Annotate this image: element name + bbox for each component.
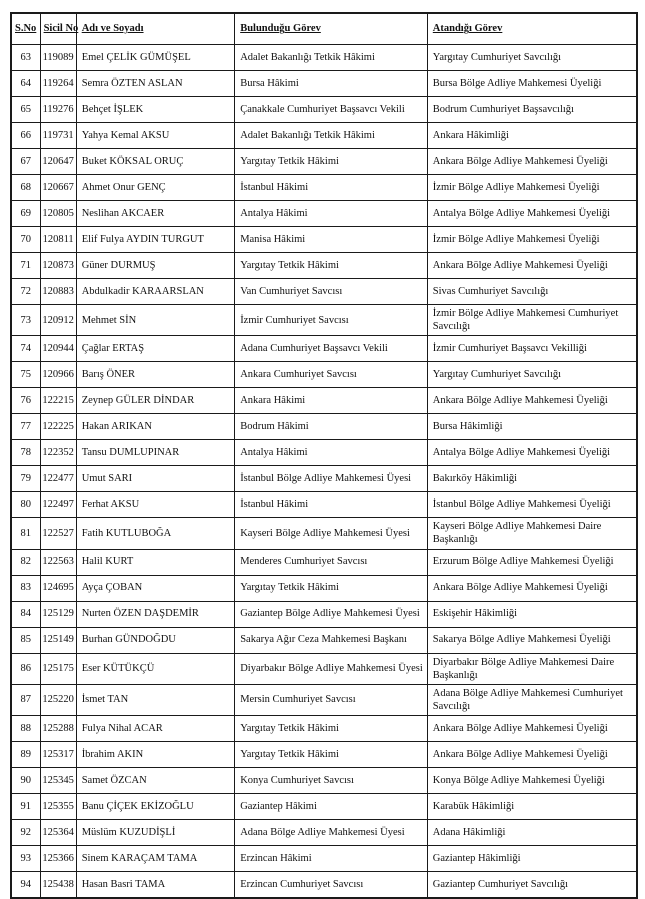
cell-current-duty: Menderes Cumhuriyet Savcısı — [235, 549, 428, 575]
table-row — [11, 253, 637, 279]
cell-current-duty: Bursa Hâkimi — [235, 71, 428, 97]
cell-current-duty: Gaziantep Hâkimi — [235, 794, 428, 820]
cell-name: Burhan GÜNDOĞDU — [76, 627, 235, 653]
cell-current-duty: Yargıtay Tetkik Hâkimi — [235, 716, 428, 742]
table-row — [11, 492, 637, 518]
table-row — [11, 653, 637, 684]
cell-sicil-no: 125438 — [40, 872, 76, 899]
cell-name: Fulya Nihal ACAR — [76, 716, 235, 742]
cell-assigned-duty: Diyarbakır Bölge Adliye Mahkemesi Daire Başkanlığı — [427, 653, 637, 684]
cell-assigned-duty: Antalya Bölge Adliye Mahkemesi Üyeliği — [427, 201, 637, 227]
cell-assigned-duty: Bakırköy Hâkimliği — [427, 466, 637, 492]
cell-s-no: 88 — [11, 716, 40, 742]
table-row — [11, 227, 637, 253]
cell-current-duty: İstanbul Bölge Adliye Mahkemesi Üyesi — [235, 466, 428, 492]
cell-sicil-no: 119264 — [40, 71, 76, 97]
cell-name: Mehmet SİN — [76, 305, 235, 336]
cell-current-duty: Sakarya Ağır Ceza Mahkemesi Başkanı — [235, 627, 428, 653]
cell-assigned-duty: İzmir Bölge Adliye Mahkemesi Üyeliği — [427, 175, 637, 201]
cell-name: Hakan ARIKAN — [76, 414, 235, 440]
cell-s-no: 86 — [11, 653, 40, 684]
cell-sicil-no: 125366 — [40, 846, 76, 872]
cell-name: Sinem KARAÇAM TAMA — [76, 846, 235, 872]
cell-s-no: 67 — [11, 149, 40, 175]
cell-sicil-no: 125175 — [40, 653, 76, 684]
cell-assigned-duty: Bursa Bölge Adliye Mahkemesi Üyeliği — [427, 71, 637, 97]
cell-s-no: 75 — [11, 362, 40, 388]
cell-name: Emel ÇELİK GÜMÜŞEL — [76, 45, 235, 71]
cell-s-no: 72 — [11, 279, 40, 305]
column-header-s-no: S.No — [11, 13, 40, 45]
cell-current-duty: Erzincan Hâkimi — [235, 846, 428, 872]
cell-assigned-duty: Ankara Bölge Adliye Mahkemesi Üyeliği — [427, 388, 637, 414]
cell-s-no: 63 — [11, 45, 40, 71]
cell-current-duty: Bodrum Hâkimi — [235, 414, 428, 440]
cell-current-duty: Ankara Cumhuriyet Savcısı — [235, 362, 428, 388]
cell-s-no: 64 — [11, 71, 40, 97]
cell-name: Behçet İŞLEK — [76, 97, 235, 123]
cell-current-duty: Erzincan Cumhuriyet Savcısı — [235, 872, 428, 899]
cell-sicil-no: 120912 — [40, 305, 76, 336]
cell-name: Neslihan AKCAER — [76, 201, 235, 227]
cell-assigned-duty: Bodrum Cumhuriyet Başsavcılığı — [427, 97, 637, 123]
table-row — [11, 175, 637, 201]
table-row — [11, 716, 637, 742]
cell-assigned-duty: Gaziantep Cumhuriyet Savcılığı — [427, 872, 637, 899]
cell-name: Banu ÇİÇEK EKİZOĞLU — [76, 794, 235, 820]
cell-current-duty: Yargıtay Tetkik Hâkimi — [235, 575, 428, 601]
table-row — [11, 123, 637, 149]
cell-assigned-duty: Ankara Bölge Adliye Mahkemesi Üyeliği — [427, 716, 637, 742]
cell-assigned-duty: Kayseri Bölge Adliye Mahkemesi Daire Başkanlığı — [427, 518, 637, 549]
table-row — [11, 201, 637, 227]
table-row — [11, 279, 637, 305]
table-row — [11, 71, 637, 97]
cell-name: Abdulkadir KARAARSLAN — [76, 279, 235, 305]
cell-assigned-duty: Gaziantep Hâkimliği — [427, 846, 637, 872]
cell-current-duty: Van Cumhuriyet Savcısı — [235, 279, 428, 305]
cell-current-duty: Adana Bölge Adliye Mahkemesi Üyesi — [235, 820, 428, 846]
cell-current-duty: Yargıtay Tetkik Hâkimi — [235, 742, 428, 768]
cell-name: Hasan Basri TAMA — [76, 872, 235, 899]
cell-assigned-duty: Karabük Hâkimliği — [427, 794, 637, 820]
table-row — [11, 97, 637, 123]
cell-name: İbrahim AKIN — [76, 742, 235, 768]
cell-current-duty: Adana Cumhuriyet Başsavcı Vekili — [235, 336, 428, 362]
cell-s-no: 71 — [11, 253, 40, 279]
cell-assigned-duty: Eskişehir Hâkimliği — [427, 601, 637, 627]
cell-s-no: 87 — [11, 684, 40, 715]
cell-name: Elif Fulya AYDIN TURGUT — [76, 227, 235, 253]
table-header-row — [11, 13, 637, 45]
cell-sicil-no: 125288 — [40, 716, 76, 742]
cell-name: Fatih KUTLUBOĞA — [76, 518, 235, 549]
table-row — [11, 627, 637, 653]
cell-s-no: 82 — [11, 549, 40, 575]
column-header-sicil-no: Sicil No — [40, 13, 76, 45]
cell-name: Barış ÖNER — [76, 362, 235, 388]
cell-name: Nurten ÖZEN DAŞDEMİR — [76, 601, 235, 627]
cell-assigned-duty: İzmir Cumhuriyet Başsavcı Vekilliği — [427, 336, 637, 362]
table-row — [11, 388, 637, 414]
table-row — [11, 45, 637, 71]
cell-sicil-no: 125345 — [40, 768, 76, 794]
cell-sicil-no: 120966 — [40, 362, 76, 388]
table-row — [11, 742, 637, 768]
cell-s-no: 76 — [11, 388, 40, 414]
cell-name: Zeynep GÜLER DİNDAR — [76, 388, 235, 414]
cell-assigned-duty: Ankara Bölge Adliye Mahkemesi Üyeliği — [427, 575, 637, 601]
cell-name: Semra ÖZTEN ASLAN — [76, 71, 235, 97]
table-row — [11, 549, 637, 575]
cell-current-duty: Manisa Hâkimi — [235, 227, 428, 253]
cell-sicil-no: 125129 — [40, 601, 76, 627]
cell-current-duty: Mersin Cumhuriyet Savcısı — [235, 684, 428, 715]
table-row — [11, 362, 637, 388]
cell-name: Ayça ÇOBAN — [76, 575, 235, 601]
cell-current-duty: Gaziantep Bölge Adliye Mahkemesi Üyesi — [235, 601, 428, 627]
cell-name: Eser KÜTÜKÇÜ — [76, 653, 235, 684]
cell-sicil-no: 124695 — [40, 575, 76, 601]
table-row — [11, 601, 637, 627]
table-row — [11, 336, 637, 362]
cell-assigned-duty: Adana Bölge Adliye Mahkemesi Cumhuriyet Savcılığı — [427, 684, 637, 715]
table-row — [11, 684, 637, 715]
cell-s-no: 70 — [11, 227, 40, 253]
table-row — [11, 820, 637, 846]
cell-s-no: 83 — [11, 575, 40, 601]
cell-assigned-duty: Sivas Cumhuriyet Savcılığı — [427, 279, 637, 305]
cell-s-no: 85 — [11, 627, 40, 653]
cell-current-duty: Konya Cumhuriyet Savcısı — [235, 768, 428, 794]
cell-sicil-no: 120944 — [40, 336, 76, 362]
cell-sicil-no: 125364 — [40, 820, 76, 846]
cell-assigned-duty: Adana Hâkimliği — [427, 820, 637, 846]
cell-current-duty: İstanbul Hâkimi — [235, 175, 428, 201]
cell-name: Halil KURT — [76, 549, 235, 575]
cell-current-duty: İzmir Cumhuriyet Savcısı — [235, 305, 428, 336]
table-row — [11, 440, 637, 466]
cell-assigned-duty: Antalya Bölge Adliye Mahkemesi Üyeliği — [427, 440, 637, 466]
cell-assigned-duty: Sakarya Bölge Adliye Mahkemesi Üyeliği — [427, 627, 637, 653]
cell-sicil-no: 120873 — [40, 253, 76, 279]
cell-assigned-duty: Ankara Bölge Adliye Mahkemesi Üyeliği — [427, 253, 637, 279]
cell-sicil-no: 125149 — [40, 627, 76, 653]
cell-s-no: 78 — [11, 440, 40, 466]
cell-sicil-no: 120811 — [40, 227, 76, 253]
cell-assigned-duty: Ankara Bölge Adliye Mahkemesi Üyeliği — [427, 149, 637, 175]
cell-name: Samet ÖZCAN — [76, 768, 235, 794]
cell-name: Çağlar ERTAŞ — [76, 336, 235, 362]
cell-sicil-no: 122527 — [40, 518, 76, 549]
table-row — [11, 768, 637, 794]
cell-sicil-no: 125220 — [40, 684, 76, 715]
cell-assigned-duty: Ankara Bölge Adliye Mahkemesi Üyeliği — [427, 742, 637, 768]
cell-name: Umut SARI — [76, 466, 235, 492]
cell-sicil-no: 120647 — [40, 149, 76, 175]
cell-s-no: 84 — [11, 601, 40, 627]
table-row — [11, 872, 637, 899]
table-row — [11, 466, 637, 492]
cell-assigned-duty: Bursa Hâkimliği — [427, 414, 637, 440]
cell-assigned-duty: Erzurum Bölge Adliye Mahkemesi Üyeliği — [427, 549, 637, 575]
cell-name: Güner DURMUŞ — [76, 253, 235, 279]
cell-name: Müslüm KUZUDİŞLİ — [76, 820, 235, 846]
cell-sicil-no: 122352 — [40, 440, 76, 466]
cell-assigned-duty: Yargıtay Cumhuriyet Savcılığı — [427, 45, 637, 71]
cell-name: Ahmet Onur GENÇ — [76, 175, 235, 201]
cell-sicil-no: 122563 — [40, 549, 76, 575]
cell-s-no: 77 — [11, 414, 40, 440]
cell-s-no: 93 — [11, 846, 40, 872]
cell-sicil-no: 122497 — [40, 492, 76, 518]
cell-assigned-duty: İzmir Bölge Adliye Mahkemesi Cumhuriyet Savcılığı — [427, 305, 637, 336]
cell-current-duty: Diyarbakır Bölge Adliye Mahkemesi Üyesi — [235, 653, 428, 684]
cell-sicil-no: 122215 — [40, 388, 76, 414]
cell-s-no: 79 — [11, 466, 40, 492]
cell-s-no: 73 — [11, 305, 40, 336]
cell-current-duty: İstanbul Hâkimi — [235, 492, 428, 518]
cell-current-duty: Çanakkale Cumhuriyet Başsavcı Vekili — [235, 97, 428, 123]
cell-sicil-no: 122225 — [40, 414, 76, 440]
cell-name: Ferhat AKSU — [76, 492, 235, 518]
cell-assigned-duty: Yargıtay Cumhuriyet Savcılığı — [427, 362, 637, 388]
cell-s-no: 68 — [11, 175, 40, 201]
cell-s-no: 74 — [11, 336, 40, 362]
cell-s-no: 94 — [11, 872, 40, 899]
cell-name: Buket KÖKSAL ORUÇ — [76, 149, 235, 175]
cell-sicil-no: 119276 — [40, 97, 76, 123]
cell-s-no: 65 — [11, 97, 40, 123]
cell-current-duty: Antalya Hâkimi — [235, 440, 428, 466]
cell-s-no: 69 — [11, 201, 40, 227]
cell-current-duty: Kayseri Bölge Adliye Mahkemesi Üyesi — [235, 518, 428, 549]
column-header-assigned-duty: Atandığı Görev — [427, 13, 637, 45]
cell-current-duty: Ankara Hâkimi — [235, 388, 428, 414]
cell-current-duty: Yargıtay Tetkik Hâkimi — [235, 149, 428, 175]
cell-current-duty: Adalet Bakanlığı Tetkik Hâkimi — [235, 123, 428, 149]
table-row — [11, 846, 637, 872]
cell-sicil-no: 120883 — [40, 279, 76, 305]
appointments-table — [10, 12, 638, 899]
cell-current-duty: Antalya Hâkimi — [235, 201, 428, 227]
cell-sicil-no: 120667 — [40, 175, 76, 201]
cell-assigned-duty: İstanbul Bölge Adliye Mahkemesi Üyeliği — [427, 492, 637, 518]
cell-s-no: 92 — [11, 820, 40, 846]
cell-sicil-no: 120805 — [40, 201, 76, 227]
cell-s-no: 66 — [11, 123, 40, 149]
column-header-current-duty: Bulunduğu Görev — [235, 13, 428, 45]
table-row — [11, 305, 637, 336]
table-row — [11, 518, 637, 549]
cell-current-duty: Yargıtay Tetkik Hâkimi — [235, 253, 428, 279]
column-header-name: Adı ve Soyadı — [76, 13, 235, 45]
cell-name: Tansu DUMLUPINAR — [76, 440, 235, 466]
cell-sicil-no: 119731 — [40, 123, 76, 149]
cell-s-no: 90 — [11, 768, 40, 794]
cell-assigned-duty: İzmir Bölge Adliye Mahkemesi Üyeliği — [427, 227, 637, 253]
cell-sicil-no: 125355 — [40, 794, 76, 820]
cell-s-no: 89 — [11, 742, 40, 768]
cell-s-no: 91 — [11, 794, 40, 820]
table-row — [11, 575, 637, 601]
cell-assigned-duty: Ankara Hâkimliği — [427, 123, 637, 149]
cell-s-no: 81 — [11, 518, 40, 549]
cell-sicil-no: 122477 — [40, 466, 76, 492]
table-row — [11, 794, 637, 820]
cell-name: Yahya Kemal AKSU — [76, 123, 235, 149]
cell-assigned-duty: Konya Bölge Adliye Mahkemesi Üyeliği — [427, 768, 637, 794]
cell-sicil-no: 125317 — [40, 742, 76, 768]
cell-current-duty: Adalet Bakanlığı Tetkik Hâkimi — [235, 45, 428, 71]
cell-name: İsmet TAN — [76, 684, 235, 715]
cell-s-no: 80 — [11, 492, 40, 518]
table-row — [11, 149, 637, 175]
cell-sicil-no: 119089 — [40, 45, 76, 71]
table-row — [11, 414, 637, 440]
